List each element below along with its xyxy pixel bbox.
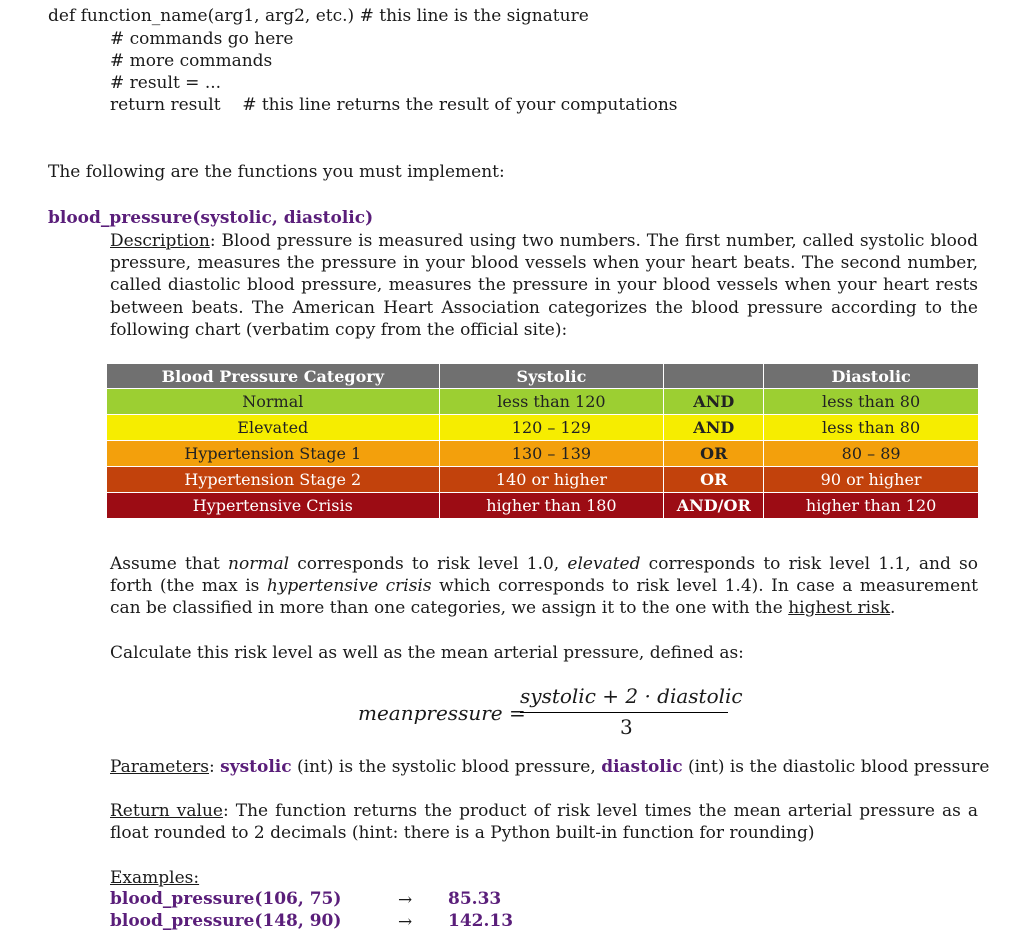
formula-lhs: meanpressure =: [358, 701, 526, 725]
cell-operator: AND: [664, 415, 764, 441]
parameters-text: (int) is the diastolic blood pressure: [682, 757, 990, 777]
assume-normal: normal: [228, 554, 290, 574]
assume-text: corresponds to risk level 1.1, and so forth (the max is: [110, 554, 978, 597]
assume-elevated: elevated: [567, 554, 641, 574]
header-operator: [664, 364, 764, 389]
table-row: [107, 493, 979, 519]
cell-operator: AND: [664, 389, 764, 415]
signature-comment-3: # result = ...: [110, 73, 222, 93]
blood-pressure-table: [106, 363, 979, 519]
cell-diastolic: 90 or higher: [764, 467, 979, 493]
arrow-icon: →: [398, 912, 413, 932]
cell-diastolic: less than 80: [764, 389, 979, 415]
parameters-line: [110, 756, 989, 778]
assume-paragraph: [110, 553, 978, 620]
assume-text: .: [890, 598, 896, 619]
param-systolic: systolic: [220, 757, 292, 777]
table-row: [107, 441, 979, 467]
cell-category: Hypertension Stage 1: [107, 441, 440, 467]
formula-fraction-bar: [520, 712, 728, 713]
example-call: blood_pressure(106, 75): [110, 889, 342, 909]
header-systolic: Systolic: [439, 364, 664, 389]
assume-text: Assume that: [110, 554, 229, 574]
assume-text: corresponds to risk level 1.0,: [289, 554, 568, 574]
signature-comment-2: # more commands: [110, 51, 273, 71]
cell-category: Hypertension Stage 2: [107, 467, 440, 493]
signature-line: def function_name(arg1, arg2, etc.) # this line is the signature: [48, 6, 589, 26]
example-call: blood_pressure(148, 90): [110, 911, 342, 931]
header-category: Blood Pressure Category: [107, 364, 440, 389]
table-header-row: [107, 364, 979, 389]
cell-operator: OR: [664, 441, 764, 467]
description-text: : Blood pressure is measured using two numbers. The first number, called systolic blood pressure, measures the pressure in your blood vessels when your heart beats. The second number, called diastolic blood pressure, measures the pressure in your blood vessels when your heart rests between beats. The American Heart Association categorizes the blood pressure according to the following chart (verbatim copy from the official site):: [110, 231, 978, 340]
return-value-paragraph: [110, 800, 978, 844]
parameters-label: Parameters: [110, 757, 209, 777]
function-title: blood_pressure(systolic, diastolic): [48, 208, 374, 228]
parameters-text: :: [209, 757, 221, 777]
assume-text: which corresponds to risk level 1.4). In case a measurement can be classified in more than one categories, we assign it to the one with the: [110, 576, 978, 619]
assume-crisis: hypertensive crisis: [266, 576, 432, 597]
cell-operator: OR: [664, 467, 764, 493]
cell-diastolic: 80 – 89: [764, 441, 979, 467]
cell-category: Elevated: [107, 415, 440, 441]
return-value-text: : The function returns the product of risk level times the mean arterial pressure as a float rounded to 2 decimals (hint: there is a Python built-in function for rounding): [110, 801, 979, 844]
cell-systolic: higher than 180: [439, 493, 664, 519]
example-result: 85.33: [448, 889, 502, 909]
cell-diastolic: less than 80: [764, 415, 979, 441]
examples-label: Examples:: [110, 868, 200, 888]
arrow-icon: →: [398, 890, 413, 910]
table-row: [107, 389, 979, 415]
description-paragraph: [110, 230, 978, 341]
signature-return-line: return result # this line returns the result of your computations: [110, 95, 678, 115]
parameters-text: (int) is the systolic blood pressure,: [291, 757, 602, 777]
example-result: 142.13: [448, 911, 514, 931]
description-label: Description: [110, 231, 210, 251]
calc-text: Calculate this risk level as well as the mean arterial pressure, defined as:: [110, 643, 744, 663]
intro-text: The following are the functions you must implement:: [48, 162, 505, 182]
cell-operator: AND/OR: [664, 493, 764, 519]
cell-systolic: 120 – 129: [439, 415, 664, 441]
cell-systolic: 140 or higher: [439, 467, 664, 493]
cell-category: Hypertensive Crisis: [107, 493, 440, 519]
cell-diastolic: higher than 120: [764, 493, 979, 519]
formula-denominator: 3: [620, 715, 633, 739]
cell-category: Normal: [107, 389, 440, 415]
cell-systolic: 130 – 139: [439, 441, 664, 467]
formula-numerator: systolic + 2 · diastolic: [520, 684, 743, 708]
header-diastolic: Diastolic: [764, 364, 979, 389]
table-row: [107, 467, 979, 493]
cell-systolic: less than 120: [439, 389, 664, 415]
return-value-label: Return value: [110, 801, 223, 821]
signature-comment-1: # commands go here: [110, 29, 294, 49]
table-row: [107, 415, 979, 441]
param-diastolic: diastolic: [601, 757, 683, 777]
assume-highest-risk: highest risk: [788, 598, 891, 619]
